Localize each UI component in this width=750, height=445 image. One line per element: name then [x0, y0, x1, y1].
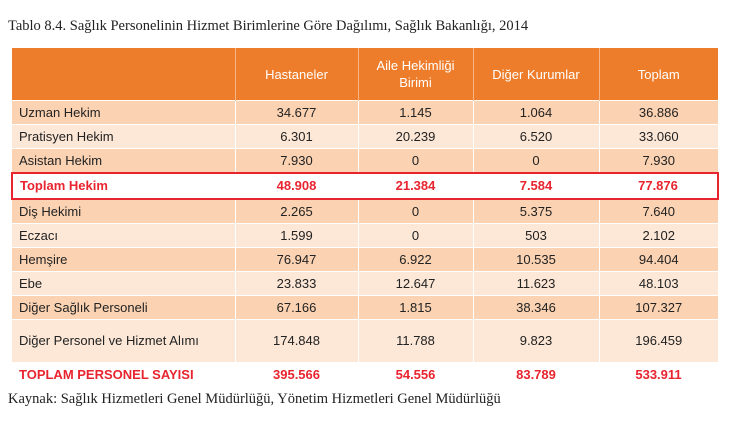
table-cell: 21.384 [358, 173, 473, 199]
header-row [12, 48, 718, 101]
table-cell: 0 [358, 149, 473, 174]
table-cell: 503 [473, 224, 599, 248]
table-row [12, 248, 718, 272]
table-cell: 67.166 [235, 296, 358, 320]
table-cell: 83.789 [473, 363, 599, 388]
table-cell: 6.922 [358, 248, 473, 272]
row-label: Diş Hekimi [12, 199, 235, 224]
table-cell: 196.459 [599, 320, 718, 363]
table-cell: 107.327 [599, 296, 718, 320]
header-cell-other-institutions: Diğer Kurumlar [473, 48, 599, 101]
header-cell-hospitals: Hastaneler [235, 48, 358, 101]
header-cell-total: Toplam [599, 48, 718, 101]
row-label: Hemşire [12, 248, 235, 272]
table-cell: 6.520 [473, 125, 599, 149]
table-cell: 174.848 [235, 320, 358, 363]
table-cell: 0 [473, 149, 599, 174]
table-cell: 12.647 [358, 272, 473, 296]
row-label: Diğer Personel ve Hizmet Alımı [12, 320, 235, 363]
table-cell: 36.886 [599, 101, 718, 125]
row-label: Diğer Sağlık Personeli [12, 296, 235, 320]
row-label: TOPLAM PERSONEL SAYISI [12, 363, 235, 388]
table-cell: 2.102 [599, 224, 718, 248]
table-cell: 94.404 [599, 248, 718, 272]
table-cell: 533.911 [599, 363, 718, 388]
personnel-table [11, 48, 719, 387]
header-cell-family-medicine: Aile Hekimliği Birimi [358, 48, 473, 101]
table-row [12, 363, 718, 388]
table-cell: 9.823 [473, 320, 599, 363]
table-cell: 395.566 [235, 363, 358, 388]
row-label: Toplam Hekim [12, 173, 235, 199]
table-cell: 6.301 [235, 125, 358, 149]
table-row [12, 272, 718, 296]
table-cell: 48.103 [599, 272, 718, 296]
table-cell: 54.556 [358, 363, 473, 388]
table-title: Tablo 8.4. Sağlık Personelinin Hizmet Birimlerine Göre Dağılımı, Sağlık Bakanlığı, 2014 [8, 18, 529, 34]
table-cell: 11.788 [358, 320, 473, 363]
table-cell: 33.060 [599, 125, 718, 149]
table-row [12, 320, 718, 363]
table-row [12, 296, 718, 320]
table-row [12, 224, 718, 248]
table-row [12, 173, 718, 199]
table-cell: 38.346 [473, 296, 599, 320]
table-cell: 1.145 [358, 101, 473, 125]
row-label: Eczacı [12, 224, 235, 248]
table-cell: 76.947 [235, 248, 358, 272]
table-cell: 34.677 [235, 101, 358, 125]
header-cell-category [12, 48, 235, 101]
source-note: Kaynak: Sağlık Hizmetleri Genel Müdürlüğü, Yönetim Hizmetleri Genel Müdürlüğü [8, 391, 501, 407]
table-cell: 7.584 [473, 173, 599, 199]
table-cell: 10.535 [473, 248, 599, 272]
row-label: Ebe [12, 272, 235, 296]
table-row [12, 149, 718, 174]
table-cell: 11.623 [473, 272, 599, 296]
row-label: Uzman Hekim [12, 101, 235, 125]
table-cell: 5.375 [473, 199, 599, 224]
table-cell: 7.930 [599, 149, 718, 174]
table-row [12, 101, 718, 125]
table-row [12, 199, 718, 224]
table-cell: 77.876 [599, 173, 718, 199]
row-label: Asistan Hekim [12, 149, 235, 174]
table-cell: 1.815 [358, 296, 473, 320]
table-cell: 20.239 [358, 125, 473, 149]
table-cell: 23.833 [235, 272, 358, 296]
table-row [12, 125, 718, 149]
table-cell: 7.930 [235, 149, 358, 174]
table-cell: 0 [358, 199, 473, 224]
table-cell: 1.599 [235, 224, 358, 248]
table-cell: 1.064 [473, 101, 599, 125]
table-cell: 48.908 [235, 173, 358, 199]
table-cell: 2.265 [235, 199, 358, 224]
table-cell: 0 [358, 224, 473, 248]
row-label: Pratisyen Hekim [12, 125, 235, 149]
table-cell: 7.640 [599, 199, 718, 224]
